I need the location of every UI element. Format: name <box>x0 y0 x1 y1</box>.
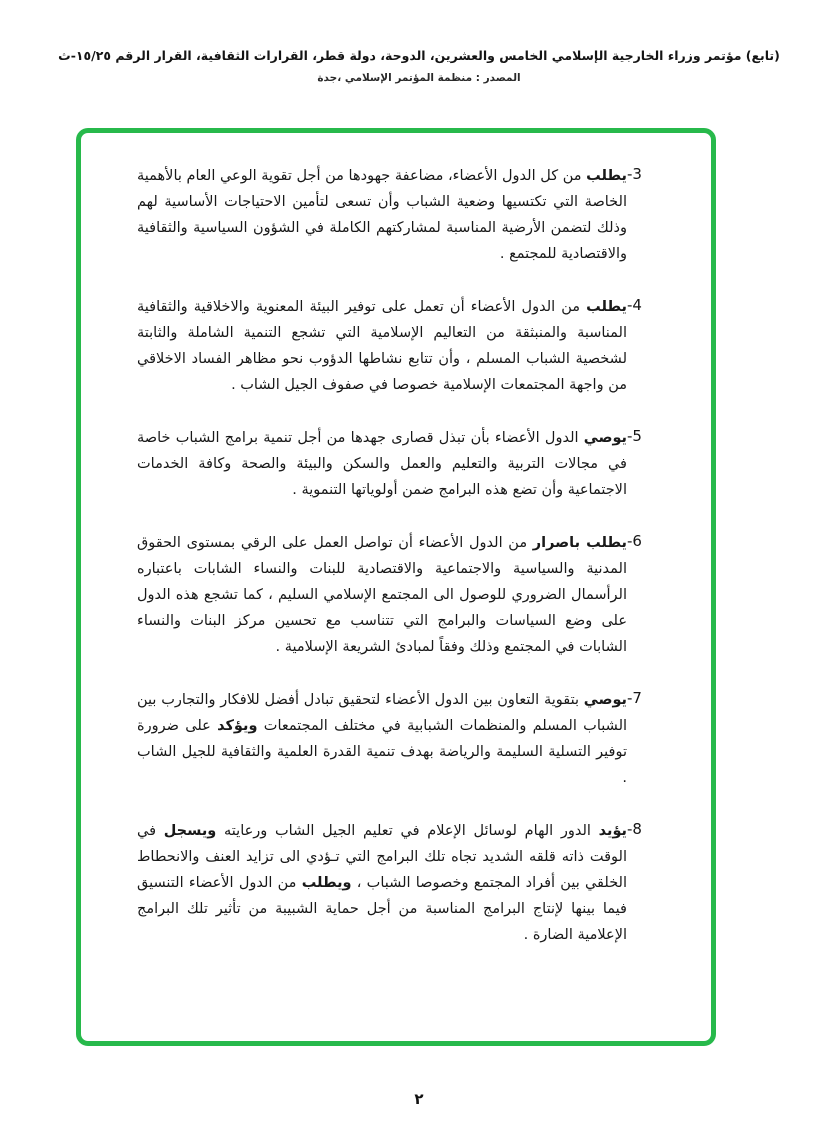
item-text: يوصي بتقوية التعاون بين الدول الأعضاء لتحقيق تبادل أفضل للافكار والتجارب بين الشباب المسلم والمنظمات الشبابية في مختلف المجتمعات ويؤكد على ضرورة توفير التسلية السليمة والرياضة بهدف تنمية القدرة العلمية والثقافية للجيل الشاب . <box>137 692 628 786</box>
resolution-list <box>137 163 675 1021</box>
item-marker: -5 <box>627 427 642 445</box>
item-text: يؤيد الدور الهام لوسائل الإعلام في تعليم الجيل الشاب ورعايته ويسجل في الوقت ذاته قلقه الشديد تجاه تلك البرامج التي تـؤدي الى تزايد العنف والانحطاط الخلقي بين أفراد المجتمع وخصوصا الشباب ، ويطلب من الدول الأعضاء التنسيق فيما بينها لإنتاج البرامج المناسبة من أجل حماية الشبيبة من تأثير تلك البرامج الإعلامية الضارة . <box>137 823 627 943</box>
document-header <box>0 48 838 84</box>
page-number: ٢ <box>414 1090 424 1108</box>
resolution-item <box>137 687 675 791</box>
item-marker: -6 <box>627 532 642 550</box>
resolution-item <box>137 163 675 267</box>
resolution-item <box>137 818 675 948</box>
item-text: يوصي الدول الأعضاء بأن تبذل قصارى جهدها من أجل تنمية برامج الشباب خاصة في مجالات التربية والتعليم والعمل والسكن والبيئة والصحة وكافة الخدمات الاجتماعية وأن تضع هذه البرامج ضمن أولوياتها التنموية . <box>137 430 627 498</box>
resolution-item <box>137 425 675 503</box>
resolution-item <box>137 530 675 660</box>
item-text: يطلب من كل الدول الأعضاء، مضاعفة جهودها من أجل تقوية الوعي العام بالأهمية الخاصة التي تكتسيها وضعية الشباب وأن تسعى لتأمين الاحتياجات الأساسية لهم وذلك لتضمن الأرضية المناسبة لمشاركتهم الكاملة في الشؤون السياسية والثقافية والاقتصادية للمجتمع . <box>137 168 627 262</box>
item-marker: -8 <box>627 820 642 838</box>
resolution-item <box>137 294 675 398</box>
header-source: المصدر : منظمة المؤتمر الإسلامي ،جدة <box>317 72 521 84</box>
green-annotation-box <box>76 128 716 1046</box>
item-marker: -4 <box>627 296 642 314</box>
item-marker: -3 <box>627 165 642 183</box>
item-text: يطلب باصرار من الدول الأعضاء أن تواصل العمل على الرقي بمستوى الحقوق المدنية والسياسية والاجتماعية والاقتصادية للبنات والنساء الشابات باعتباره الرأسمال الضروري للوصول الى المجتمع الإسلامي السليم ، كما تشجع هذه الدول على وضع السياسات والبرامج التي تتناسب مع تحسين مركز البنات والنساء الشابات في المجتمع وذلك وفقاً لمبادئ الشريعة الإسلامية . <box>137 535 627 655</box>
item-text: يطلب من الدول الأعضاء أن تعمل على توفير البيئة المعنوية والاخلاقية والثقافية المناسبة والمنبثقة من التعاليم الإسلامية التي تشجع التنمية الشاملة والثابتة لشخصية الشباب المسلم ، وأن تتابع نشاطها الدؤوب نحو مظاهر الفساد الاخلاقي من واجهة المجتمعات الإسلامية خصوصا في صفوف الجيل الشاب . <box>137 299 627 393</box>
item-marker: -7 <box>627 689 642 707</box>
header-title: (تابع) مؤتمر وزراء الخارجية الإسلامي الخامس والعشرين، الدوحة، دولة قطر، القرارات الثقافية، القرار الرقم ١٥/٢٥-ث <box>58 48 780 63</box>
